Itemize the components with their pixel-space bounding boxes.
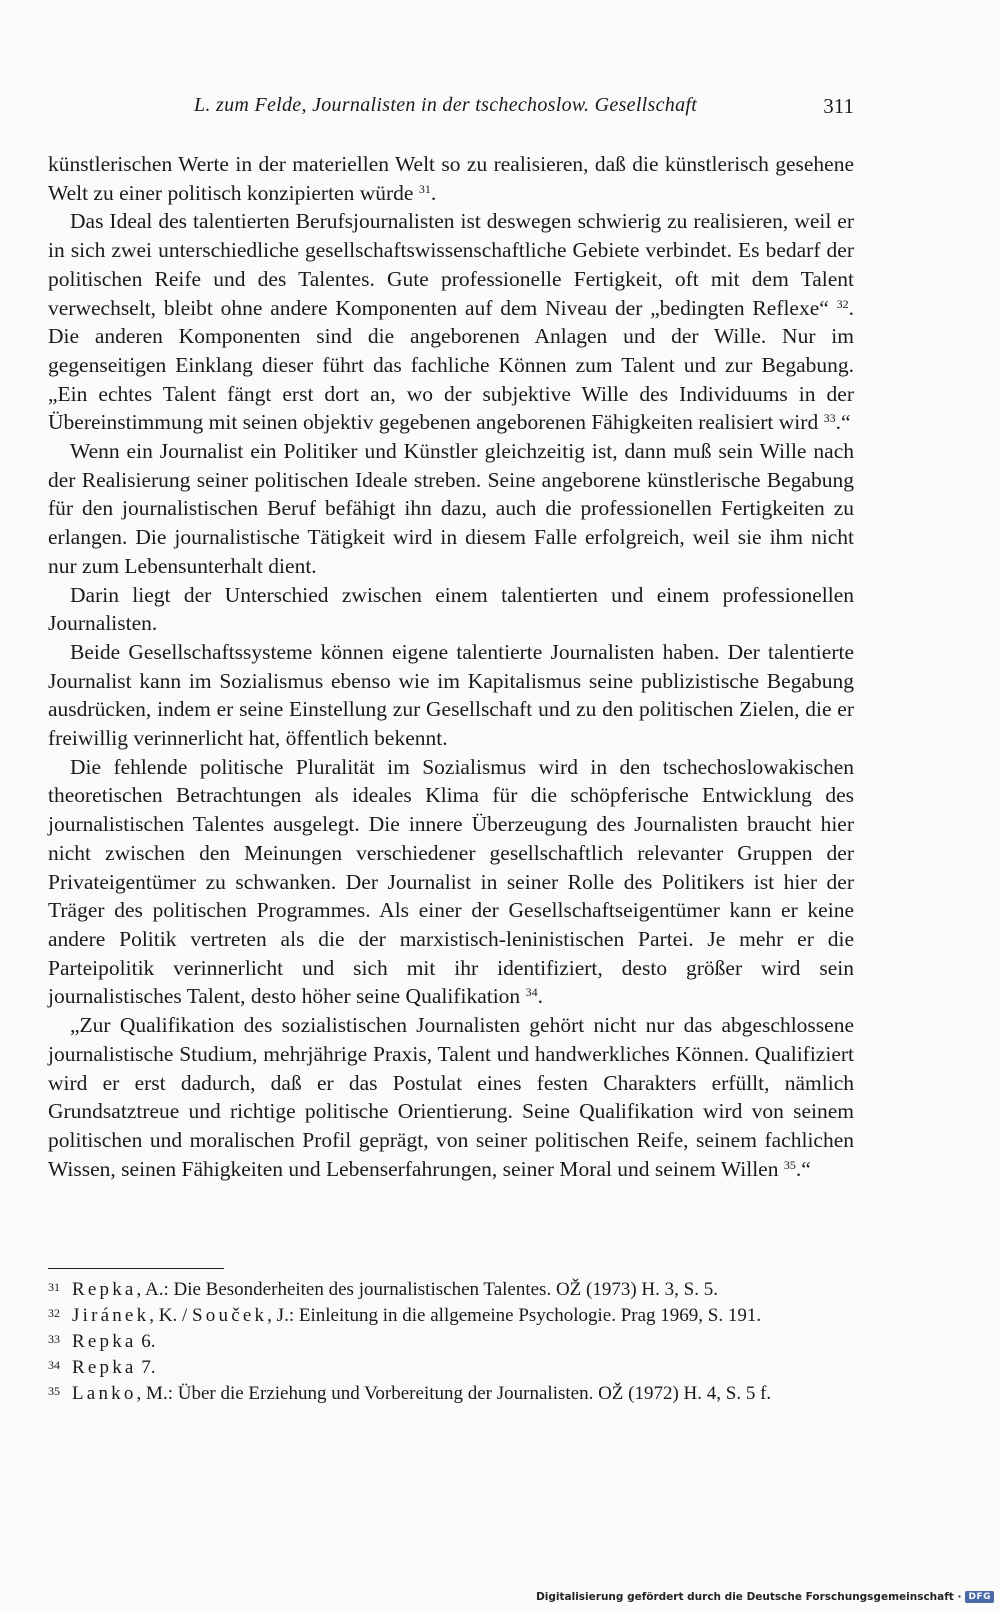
page-header	[48, 94, 854, 124]
paragraph: Beide Gesellschaftssysteme können eigene talentierte Journalisten haben. Der talentierte Journalist kann im Sozialismus ebenso wie im Kapitalismus seine publizistische Begabung ausdrücken, indem er seine Einstellung zur Gesellschaft und zu den politischen Zielen, die er freiwillig verinnerlicht hat, öffentlich bekennt.	[48, 639, 854, 751]
footnote-number: 33	[48, 1332, 60, 1346]
paragraph: Darin liegt der Unterschied zwischen einem talentierten und einem professionellen Journalisten.	[48, 582, 854, 636]
footnote-number: 31	[48, 1280, 60, 1294]
page-number: 311	[823, 94, 854, 118]
footnote-ref: 34	[525, 985, 538, 1000]
footnote-ref: 33	[823, 411, 836, 426]
footnote: 33 Repka 6.	[48, 1331, 156, 1352]
running-head: L. zum Felde, Journalisten in der tschechoslow. Gesellschaft	[194, 94, 698, 116]
paragraph: künstlerischen Werte in der materiellen Welt so zu realisieren, daß die künstlerisch gesehene Welt zu einer politisch konzipierten würde $^{31}$.	[48, 152, 854, 205]
footnote: 32 Jiránek, K. / Souček, J.: Einleitung in die allgemeine Psychologie. Prag 1969, S. 191.	[48, 1305, 762, 1326]
footnote-ref: 35	[783, 1157, 796, 1172]
paragraph: Wenn ein Journalist ein Politiker und Künstler gleichzeitig ist, dann muß sein Wille nach der Realisierung seiner politischen Ideale streben. Seine angeborene künstlerische Begabung für den journalistischen Beruf befähigt ihn dazu, auch die professionellen Fertigkeiten zu erlangen. Die journalistische Tätigkeit wird in diesem Falle erfolgreich, weil sie ihm nicht nur zum Lebensunterhalt dient.	[48, 439, 854, 578]
footnote-number: 34	[48, 1358, 60, 1372]
paragraph: „Zur Qualifikation des sozialistischen Journalisten gehört nicht nur das abgeschlossene journalistische Studium, mehrjährige Praxis, Talent und handwerkliches Können. Qualifiziert wird er erst dadurch, daß er das Postulat eines festen Charakters erfüllt, nämlich Grundsatztreue und richtige politische Orientierung. Seine Qualifikation wird von seinem politischen und moralischen Profil geprägt, von seiner politischen Reife, seinem fachlichen Wissen, seinen Fähigkeiten und Lebenserfahrungen, seiner Moral und seinem Willen $^{35}$.“	[48, 1013, 854, 1181]
body-text	[48, 150, 854, 1183]
footnotes	[48, 1277, 854, 1407]
footnote-number: 32	[48, 1306, 60, 1320]
dfg-banner-text: Digitalisierung gefördert durch die Deutsche Forschungsgemeinschaft ·	[536, 1591, 962, 1603]
footnote: 34 Repka 7.	[48, 1357, 156, 1378]
paragraph: Das Ideal des talentierten Berufsjournalisten ist deswegen schwierig zu realisieren, weil er in sich zwei unterschiedliche gesellschaftswissenschaftliche Gebiete verbindet. Es bedarf der politischen Reife und des Talentes. Gute professionelle Fertigkeit, oft mit dem Talent verwechselt, bleibt ohne andere Komponenten auf dem Niveau der „bedingten Reflexe“ $^{32}$. Die anderen Komponenten sind die angeborenen Anlagen und der Wille. Nur im gegenseitigen Einklang dieser führt das fachliche Können zum Talent und zur Begabung. „Ein echtes Talent fängt erst dort an, wo der subjektive Wille des Individuums in der Übereinstimmung mit seinen objektiv gegebenen angeborenen Fähigkeiten realisiert wird $^{33}$.“	[48, 209, 854, 435]
footnote-number: 35	[48, 1384, 60, 1398]
dfg-banner[interactable]	[536, 1591, 994, 1603]
dfg-logo[interactable]: DFG	[965, 1591, 994, 1603]
footnote-rule	[48, 1268, 224, 1269]
paragraph: Die fehlende politische Pluralität im Sozialismus wird in den tschechoslowakischen theoretischen Betrachtungen als ideales Klima für die schöpferische Entwicklung des journalistischen Talentes ausgelegt. Die innere Überzeugung des Journalisten braucht hier nicht zwischen den Meinungen verschiedener gesellschaftlich relevanter Gruppen der Privateigentümer zu schwanken. Der Journalist in seiner Rolle des Politikers ist hier der Träger des politischen Programmes. Als einer der Gesellschaftseigentümer kann er keine andere Politik vertreten als die der marxistisch-leninistischen Partei. Je mehr er die Parteipolitik verinnerlicht und sich mit ihr identifiziert, desto größer wird sein journalistisches Talent, desto höher seine Qualifikation $^{34}$.	[48, 754, 854, 1009]
footnote-ref: 31	[418, 181, 431, 196]
footnote: 31 Repka, A.: Die Besonderheiten des journalistischen Talentes. OŽ (1973) H. 3, S. 5.	[48, 1279, 718, 1300]
footnote-ref: 32	[836, 296, 849, 311]
footnote: 35 Lanko, M.: Über die Erziehung und Vorbereitung der Journalisten. OŽ (1972) H. 4, S. 5 f.	[48, 1383, 772, 1404]
